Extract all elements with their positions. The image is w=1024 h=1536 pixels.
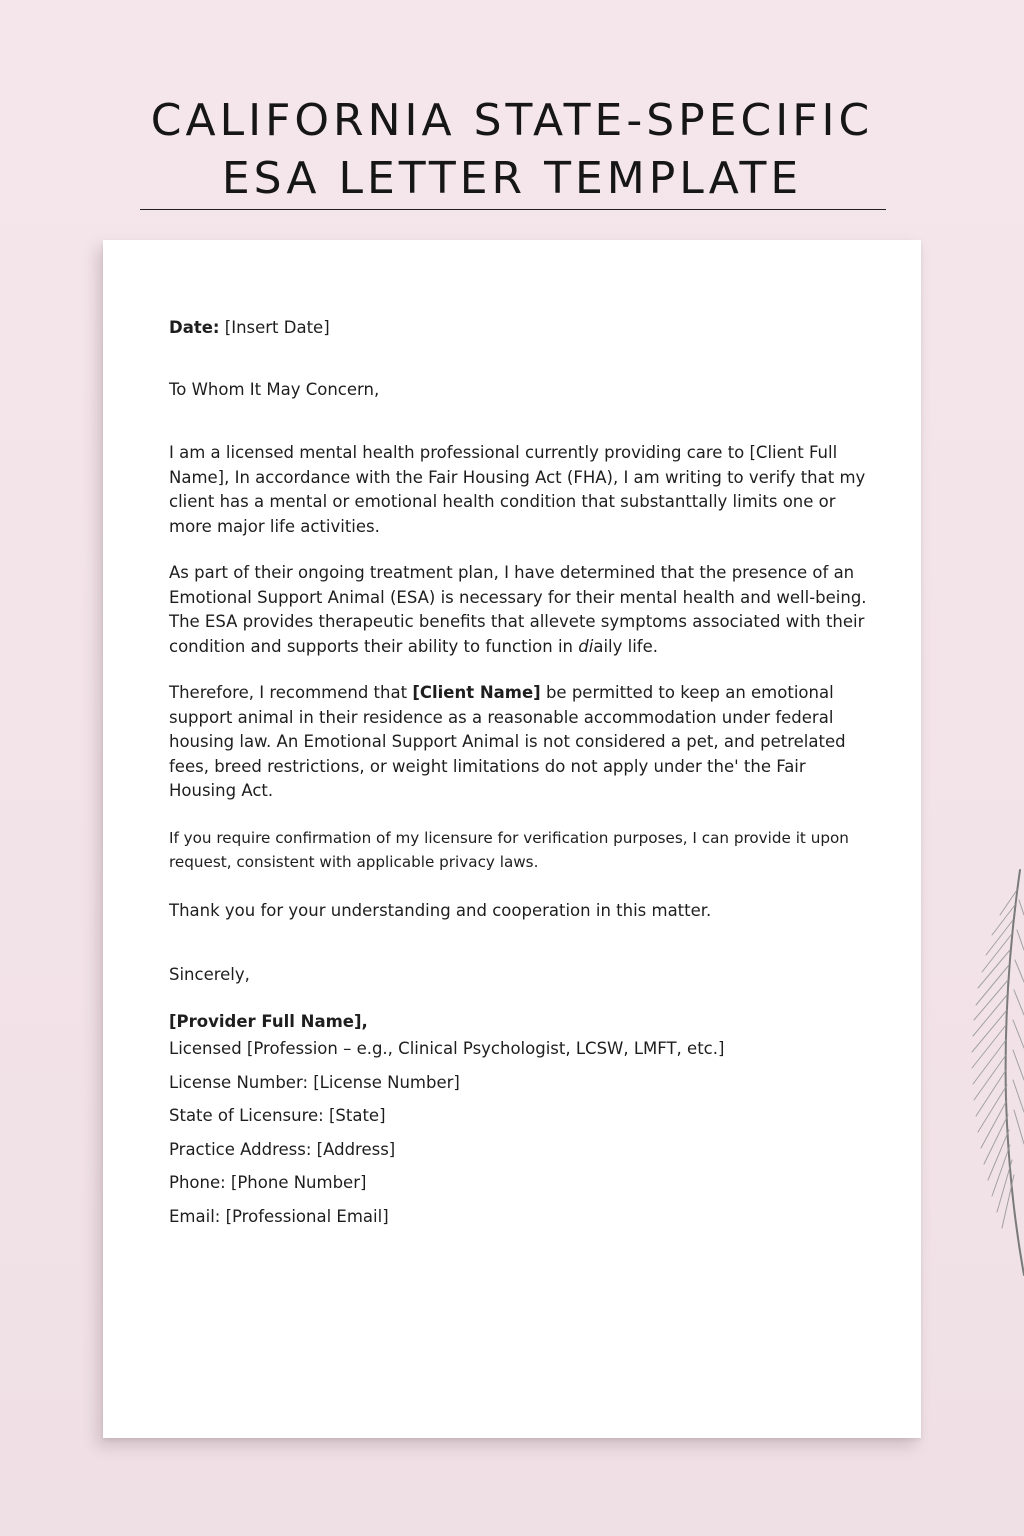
title-line-1: CALIFORNIA STATE-SPECIFIC	[150, 95, 874, 146]
greeting: To Whom It May Concern,	[169, 379, 380, 399]
title-line-2: ESA LETTER TEMPLATE	[221, 153, 803, 204]
closing: Sincerely,	[169, 965, 250, 984]
client-name-placeholder: [Client Name]	[412, 683, 541, 702]
paragraph-intro: I am a licensed mental health professional currently providing care to [Client Full Name], In accordance with the Fair Housing Act (FHA), I am writing to verify that my client has a mental or emotional health condition that substanttally limits one or more major life activities.	[169, 443, 866, 536]
recommendation-end: be permitted to keep an emotional support animal in their residence as a reasonable accommodation under federal housing law. An Emotional Support Animal is not considered a pet, and petrelated fees, breed restrictions, or weight limitations do not apply under the' the Fair Housing Act.	[169, 683, 846, 800]
letter-body	[169, 316, 869, 1238]
paragraph-treatment	[169, 561, 869, 659]
recommendation-start: Therefore, I recommend that	[169, 683, 413, 702]
paragraph-treatment-italic: di	[578, 636, 594, 656]
title-divider	[140, 209, 886, 210]
date-line	[169, 316, 869, 341]
paragraph-thanks: Thank you for your understanding and cooperation in this matter.	[169, 900, 712, 920]
license-number: License Number: [License Number]	[169, 1072, 460, 1092]
practice-address: Practice Address: [Address]	[169, 1139, 396, 1159]
feather-icon	[970, 860, 1024, 1280]
date-label: Date:	[169, 318, 220, 337]
letter-sheet	[103, 240, 921, 1438]
paragraph-treatment-end: aily life.	[593, 636, 658, 656]
email: Email: [Professional Email]	[169, 1206, 389, 1226]
paragraph-recommendation	[169, 681, 869, 804]
provider-profession: Licensed [Profession – e.g., Clinical Psychologist, LCSW, LMFT, etc.]	[169, 1039, 725, 1058]
provider-name: [Provider Full Name],	[169, 1011, 368, 1031]
date-value: [Insert Date]	[219, 318, 330, 337]
paragraph-treatment-text: As part of their ongoing treatment plan, I have determined that the presence of an Emotional Support Animal (ESA) is necessary for their mental health and well-being. The ESA provides therapeutic benefits that allevete symptoms associated with their condition and supports their ability to function in	[169, 563, 867, 656]
paragraph-licensure: If you require confirmation of my licensure for verification purposes, I can provide it upon request, consistent with applicable privacy laws.	[169, 828, 849, 871]
page-title	[0, 92, 1024, 208]
state-of-licensure: State of Licensure: [State]	[169, 1106, 386, 1125]
phone: Phone: [Phone Number]	[169, 1173, 367, 1192]
